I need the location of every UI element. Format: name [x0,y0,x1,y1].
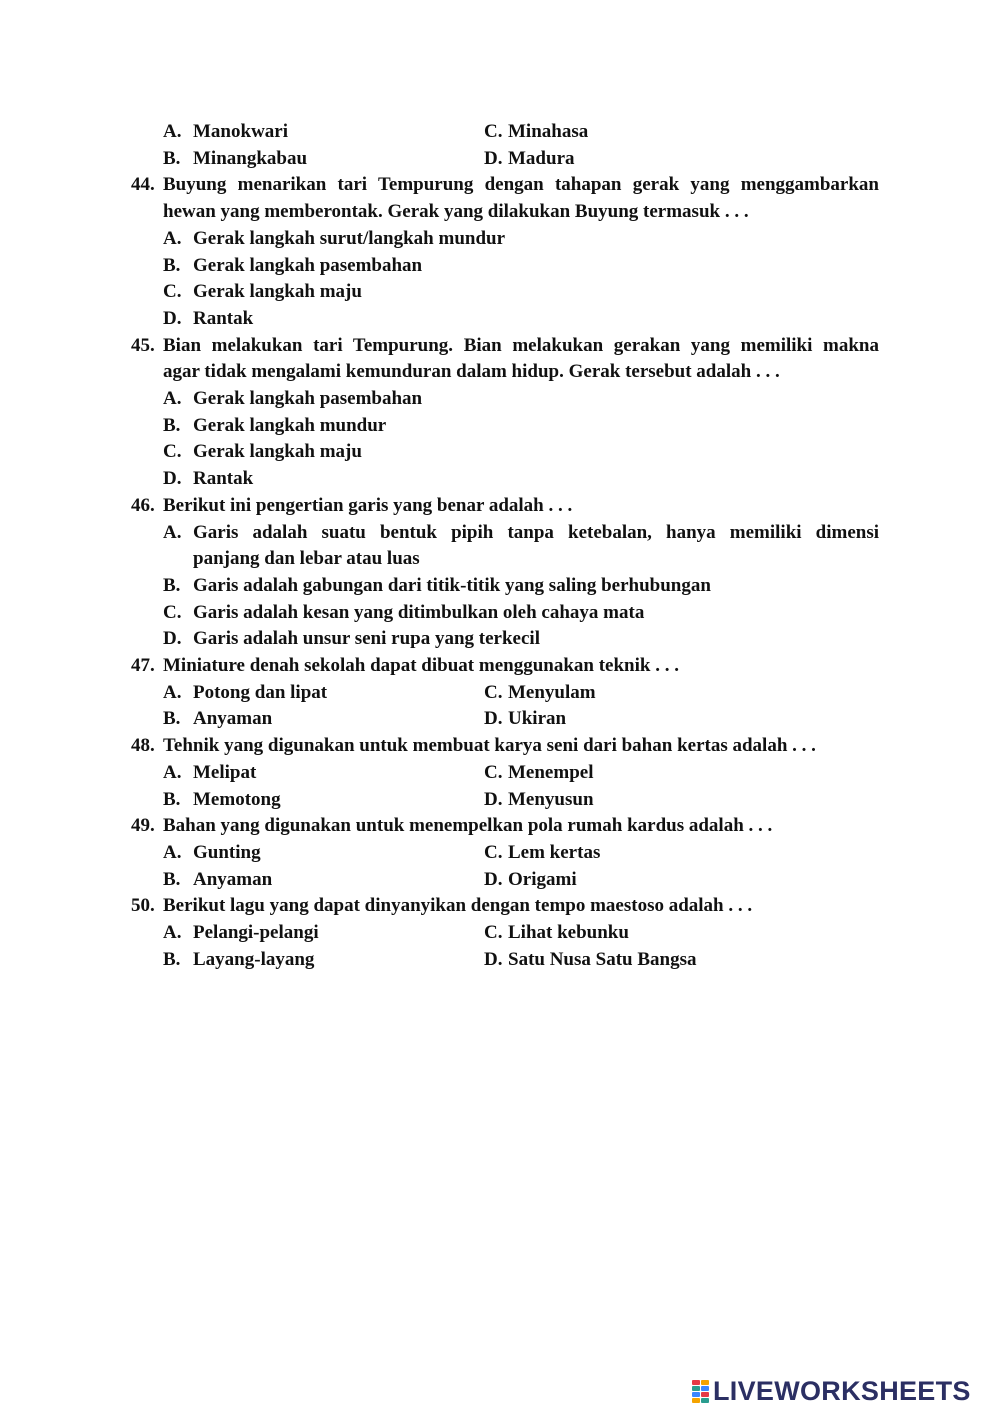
option-letter: C. [484,681,503,703]
question-text: Berikut lagu yang dapat dinyanyikan dengan tempo maestoso adalah . . . [163,895,753,917]
option-letter: C. [484,121,503,142]
option-text: Manokwari [193,121,288,142]
option-letter: D. [163,628,182,650]
option-letter: A. [163,761,182,783]
option-text: Rantak [193,307,254,329]
option-text: Gerak langkah maju [193,281,362,303]
option-text: Menyusun [508,788,594,810]
option-letter: D. [163,468,182,490]
option-text: Origami [508,868,577,890]
option-text: Pelangi-pelangi [193,922,319,943]
option-letter: B. [163,948,181,970]
option-text: Ukiran [508,708,567,730]
option-letter: A. [163,841,182,863]
option-letter: A. [163,521,182,543]
option-text: Gerak langkah maju [193,441,362,463]
option-letter: B. [163,708,181,730]
option-text: Minahasa [508,121,589,142]
brand-name: LIVEWORKSHEETS [713,1375,971,1406]
question-text: Buyung menarikan tari Tempurung dengan tahapan gerak yang menggambarkan [163,174,879,196]
option-letter: D. [163,307,182,329]
option-letter: A. [163,681,182,703]
question-number: 47. [131,655,155,676]
option-text: Satu Nusa Satu Bangsa [508,948,697,970]
question-text: Bian melakukan tari Tempurung. Bian melakukan gerakan yang memiliki makna [163,334,879,356]
question-number: 49. [131,815,155,837]
option-text: Gunting [193,841,261,863]
option-text: Madura [508,147,575,169]
option-letter: B. [163,414,181,436]
option-text: Gerak langkah mundur [193,414,387,436]
question-number: 46. [131,494,155,516]
option-text: Minangkabau [193,147,308,169]
question-number: 50. [131,895,155,917]
option-text: Potong dan lipat [193,681,328,703]
option-text: Garis adalah kesan yang ditimbulkan oleh cahaya mata [193,601,645,623]
option-letter: C. [484,761,503,783]
question-number: 48. [131,735,155,757]
option-text: Lihat kebunku [508,922,629,943]
question-text: Miniature denah sekolah dapat dibuat menggunakan teknik . . . [163,655,679,676]
option-text: Layang-layang [193,948,315,970]
question-text: Tehnik yang digunakan untuk membuat karya seni dari bahan kertas adalah . . . [163,735,816,757]
option-letter: C. [163,441,182,463]
option-text: Garis adalah gabungan dari titik-titik yang saling berhubungan [193,574,711,596]
option-text: Menempel [508,761,594,783]
question-text: Bahan yang digunakan untuk menempelkan pola rumah kardus adalah . . . [163,815,773,837]
option-text: Gerak langkah pasembahan [193,388,423,409]
option-letter: D. [484,948,503,970]
option-letter: C. [484,922,503,943]
option-letter: D. [484,868,503,890]
option-letter: D. [484,708,503,730]
question-number: 44. [131,174,155,196]
option-letter: C. [163,601,182,623]
question-text-cont: agar tidak mengalami kemunduran dalam hidup. Gerak tersebut adalah . . . [163,361,780,383]
option-letter: A. [163,121,182,142]
option-text: Garis adalah suatu bentuk pipih tanpa ketebalan, hanya memiliki dimensi [193,521,879,543]
option-letter: A. [163,922,182,943]
option-text: Gerak langkah surut/langkah mundur [193,227,506,249]
liveworksheets-logo[interactable] [692,1376,971,1406]
option-letter: D. [484,147,503,169]
option-letter: C. [163,281,182,303]
option-letter: C. [484,841,503,863]
option-letter: B. [163,788,181,810]
option-letter: B. [163,574,181,596]
option-text: Rantak [193,468,254,490]
option-letter: D. [484,788,503,810]
option-text: Anyaman [193,708,273,730]
option-letter: A. [163,227,182,249]
option-text-cont: panjang dan lebar atau luas [193,548,420,570]
question-number: 45. [131,334,155,356]
option-text: Lem kertas [508,841,601,863]
option-text: Memotong [193,788,281,810]
option-letter: B. [163,868,181,890]
option-letter: B. [163,147,181,169]
option-text: Anyaman [193,868,273,890]
option-text: Menyulam [508,681,596,703]
option-text: Gerak langkah pasembahan [193,254,423,276]
option-text: Garis adalah unsur seni rupa yang terkecil [193,628,540,650]
question-text: Berikut ini pengertian garis yang benar adalah . . . [163,494,573,516]
liveworksheets-logo-icon [692,1379,710,1403]
option-letter: A. [163,388,182,409]
option-text: Melipat [193,761,257,783]
question-text-cont: hewan yang memberontak. Gerak yang dilakukan Buyung termasuk . . . [163,201,749,223]
option-letter: B. [163,254,181,276]
